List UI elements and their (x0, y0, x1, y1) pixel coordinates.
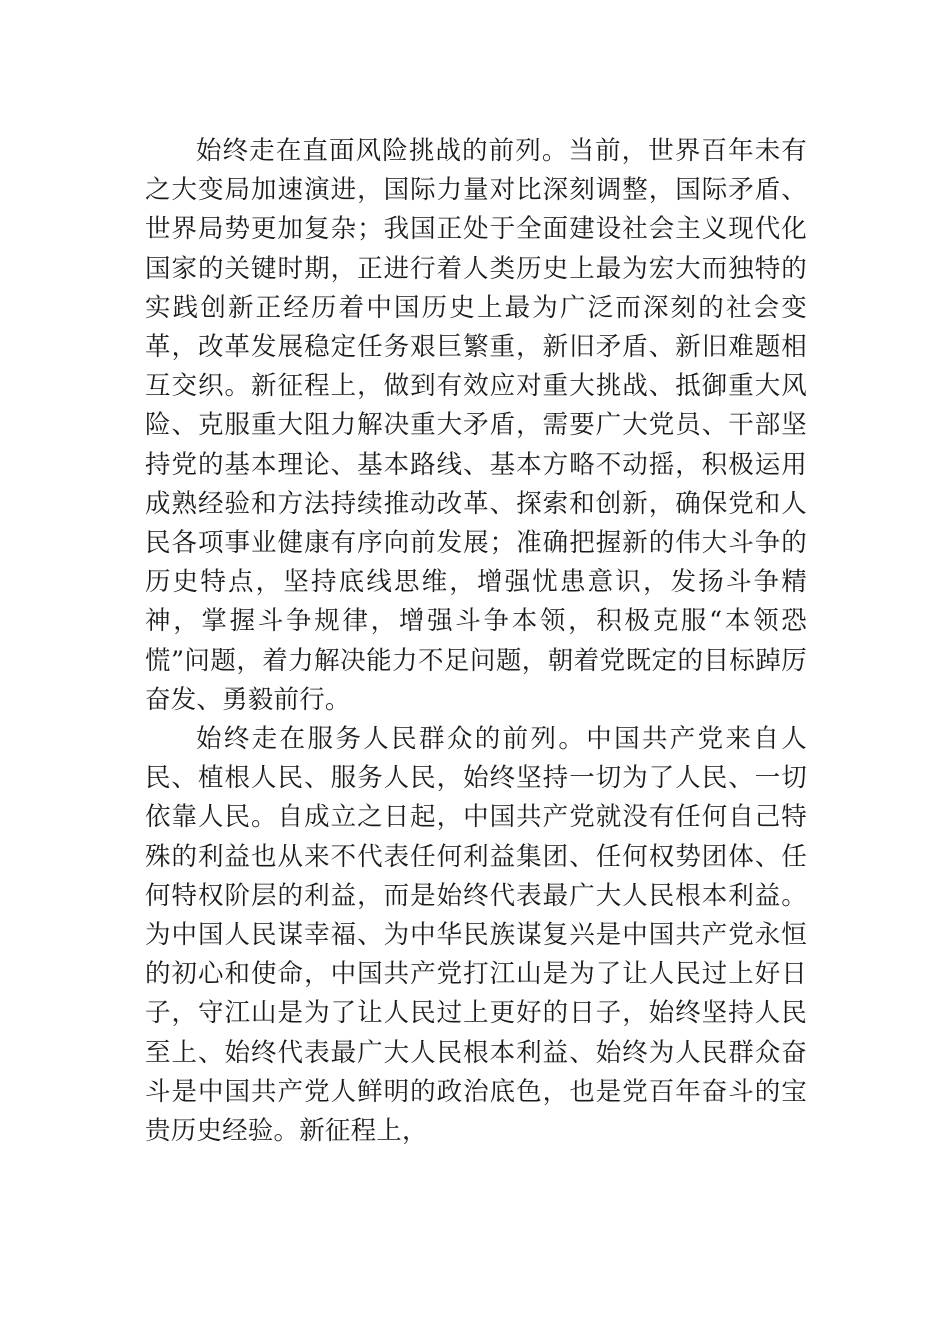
paragraph-risk-challenges: 始终走在直面风险挑战的前列。当前，世界百年未有之大变局加速演进，国际力量对比深刻调整，国际矛盾、世界局势更加复杂；我国正处于全面建设社会主义现代化国家的关键时期，正进行着人类历史上最为宏大而独特的实践创新正经历着中国历史上最为广泛而深刻的社会变革，改革发展稳定任务艰巨繁重，新旧矛盾、新旧难题相互交织。新征程上，做到有效应对重大挑战、抵御重大风险、克服重大阻力解决重大矛盾，需要广大党员、干部坚持党的基本理论、基本路线、基本方略不动摇，积极运用成熟经验和方法持续推动改革、探索和创新，确保党和人民各项事业健康有序向前发展；准确把握新的伟大斗争的历史特点，坚持底线思维，增强忧患意识，发扬斗争精神，掌握斗争规律，增强斗争本领，积极克服“本领恐慌”问题，着力解决能力不足问题，朝着党既定的目标踔厉奋发、勇毅前行。 (145, 136, 807, 715)
document-body (145, 132, 807, 1151)
paragraph-serve-people: 始终走在服务人民群众的前列。中国共产党来自人民、植根人民、服务人民，始终坚持一切为了人民、一切依靠人民。自成立之日起，中国共产党就没有任何自己特殊的利益也从来不代表任何利益集团、任何权势团体、任何特权阶层的利益，而是始终代表最广大人民根本利益。为中国人民谋幸福、为中华民族谋复兴是中国共产党永恒的初心和使命，中国共产党打江山是为了让人民过上好日子，守江山是为了让人民过上更好的日子，始终坚持人民至上、始终代表最广大人民根本利益、始终为人民群众奋斗是中国共产党人鲜明的政治底色，也是党百年奋斗的宝贵历史经验。新征程上， (145, 724, 807, 1147)
